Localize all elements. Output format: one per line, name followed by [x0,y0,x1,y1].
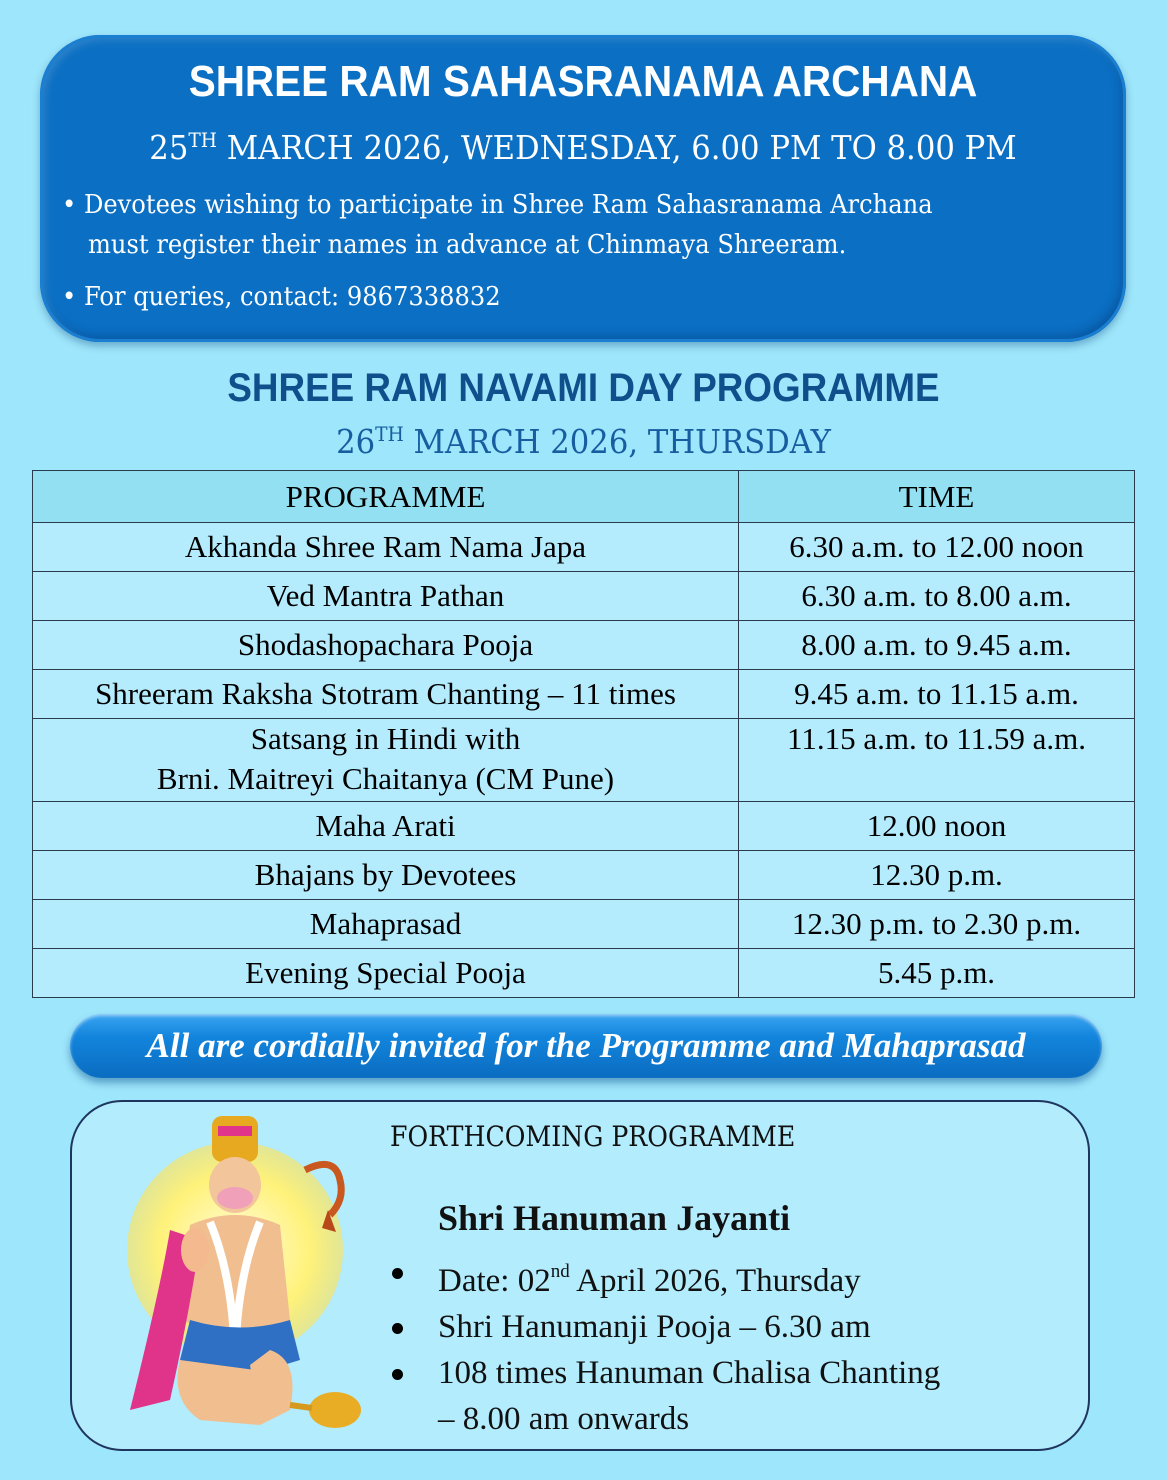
archana-registration-note: • Devotees wishing to participate in Shree Ram Sahasranama Archana [62,190,933,220]
archana-date-rest: MARCH 2026, WEDNESDAY, 6.00 PM TO 8.00 PM [216,128,1017,167]
programme-cell-line-2: Brni. Maitreyi Chaitanya (CM Pune) [156,761,615,796]
table-row [33,719,1135,802]
bullet-icon [392,1369,403,1380]
programme-cell: Ved Mantra Pathan [33,572,739,621]
list-item [390,1304,940,1350]
forthcoming-details-list [390,1249,940,1442]
forthcoming-title: Shri Hanuman Jayanti [438,1198,791,1238]
time-cell: 8.00 a.m. to 9.45 a.m. [739,621,1135,670]
archana-banner [40,35,1126,342]
forthcoming-pooja: Shri Hanumanji Pooja – 6.30 am [438,1309,871,1345]
table-row [33,572,1135,621]
time-cell: 11.15 a.m. to 11.59 a.m. [739,719,1135,802]
archana-date-day: 25 [149,128,189,167]
programme-cell: Evening Special Pooja [33,949,739,998]
navami-date-suffix: TH [375,422,404,446]
programme-cell: Akhanda Shree Ram Nama Japa [33,523,739,572]
legs-shape [178,1360,261,1425]
invitation-banner: All are cordially invited for the Programme and Mahaprasad [70,1014,1102,1078]
programme-cell: Maha Arati [33,802,739,851]
forthcoming-date-rest: April 2026, Thursday [569,1263,861,1299]
crown-band-shape [218,1126,252,1136]
archana-title: SHREE RAM SAHASRANAMA ARCHANA [188,57,978,106]
navami-date [41,422,1126,461]
raised-hand-shape [181,1228,209,1272]
table-row [33,523,1135,572]
archana-registration-note-cont: must register their names in advance at Chinmaya Shreeram. [88,230,847,260]
programme-cell: Bhajans by Devotees [33,851,739,900]
mace-handle-shape [290,1405,312,1408]
time-cell: 9.45 a.m. to 11.15 a.m. [739,670,1135,719]
table-header-row [33,471,1135,523]
time-cell: 12.30 p.m. to 2.30 p.m. [739,900,1135,949]
bullet-icon [392,1323,403,1334]
header-programme: PROGRAMME [33,471,739,523]
list-item [390,1350,940,1442]
time-cell: 6.30 a.m. to 8.00 a.m. [739,572,1135,621]
crown-shape [212,1116,258,1162]
table-row [33,670,1135,719]
hanuman-deity-image [100,1110,370,1440]
header-time: TIME [739,471,1135,523]
forthcoming-date-suffix: nd [550,1261,570,1282]
table-row [33,900,1135,949]
table-row [33,949,1135,998]
navami-title: SHREE RAM NAVAMI DAY PROGRAMME [227,366,940,410]
programme-cell-line-1: Satsang in Hindi with [250,721,521,756]
table-row [33,802,1135,851]
mace-head-shape [309,1392,361,1428]
programme-cell [33,719,739,802]
navami-date-rest: MARCH 2026, THURSDAY [403,422,831,461]
forthcoming-chalisa: 108 times Hanuman Chalisa Chanting [438,1355,941,1391]
archana-contact: • For queries, contact: 9867338832 [62,282,501,312]
forthcoming-chalisa-cont: – 8.00 am onwards [438,1401,690,1437]
archana-date-suffix: TH [188,128,217,152]
time-cell: 12.30 p.m. [739,851,1135,900]
forthcoming-date-prefix: Date: 02 [438,1263,551,1299]
table-row [33,621,1135,670]
bullet-icon [392,1268,403,1279]
programme-cell: Shodashopachara Pooja [33,621,739,670]
mouth-shape [217,1187,253,1209]
programme-table [32,470,1135,998]
navami-date-day: 26 [336,422,376,461]
archana-date [78,128,1088,167]
list-item [390,1249,940,1304]
table-row [33,851,1135,900]
programme-cell: Mahaprasad [33,900,739,949]
time-cell: 12.00 noon [739,802,1135,851]
time-cell: 5.45 p.m. [739,949,1135,998]
forthcoming-label: FORTHCOMING PROGRAMME [390,1120,796,1153]
programme-cell: Shreeram Raksha Stotram Chanting – 11 times [33,670,739,719]
time-cell: 6.30 a.m. to 12.00 noon [739,523,1135,572]
